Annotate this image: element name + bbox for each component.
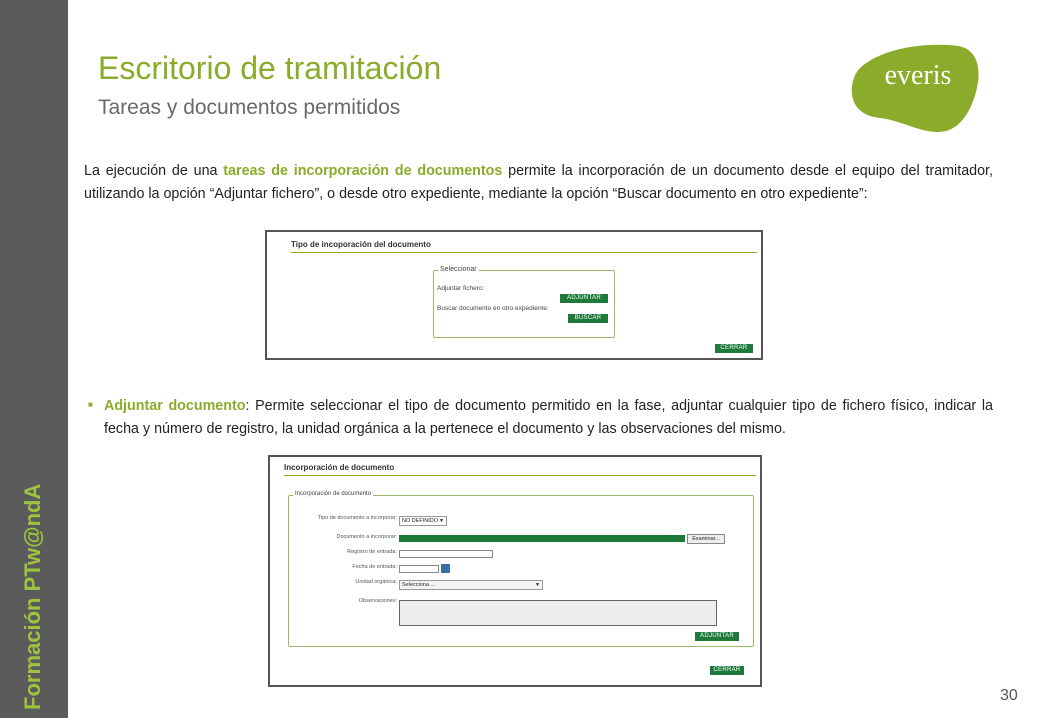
intro-part2: permite la incorporación de un documento desde el equipo del tramitador, utilizando la opción “Adjuntar fichero”, o desde otro expediente, mediante la opción “Buscar documento en otro expediente”: xyxy=(84,163,994,202)
observaciones-textarea[interactable] xyxy=(399,600,717,626)
sidebar xyxy=(0,0,68,718)
tipo-label: Tipo de documento a incorporar: xyxy=(317,515,397,521)
everis-logo xyxy=(848,40,982,136)
seleccionar-legend: Seleccionar xyxy=(440,266,477,273)
logo-text: everis xyxy=(884,60,952,91)
incorporation-type-screenshot xyxy=(265,230,763,360)
buscar-button[interactable]: BUSCAR xyxy=(568,314,608,323)
fecha-label: Fecha de entrada: xyxy=(352,564,397,570)
seleccionar-fieldset xyxy=(433,266,615,338)
sidebar-label: Formación PTw@ndA xyxy=(20,483,45,710)
page-number: 30 xyxy=(1000,687,1018,704)
page-title: Escritorio de tramitación xyxy=(98,50,442,86)
examinar-button[interactable]: Examinar... xyxy=(687,534,725,544)
everis-logo-shape xyxy=(848,40,982,136)
unidad-label: Unidad orgánica: xyxy=(355,579,397,585)
adjuntar-button[interactable]: ADJUNTAR xyxy=(560,294,608,303)
bullet-text: : Permite seleccionar el tipo de documento permitido en la fase, adjuntar cualquier tipo de fichero físico, indicar la fecha y número de registro, la unidad orgánica a la pertenece el documento y las observaciones del mismo. xyxy=(104,398,993,437)
adjuntar-fichero-label: Adjuntar fichero: xyxy=(437,285,485,292)
bullet-paragraph xyxy=(104,395,993,441)
screenshot1-heading: Tipo de incoporación del documento xyxy=(291,240,431,249)
bullet-marker: ■ xyxy=(88,400,93,409)
calendar-icon[interactable] xyxy=(441,564,450,573)
bullet-heading: Adjuntar documento xyxy=(104,398,246,414)
documento-file-input[interactable] xyxy=(399,535,685,542)
intro-paragraph xyxy=(84,160,993,206)
documento-label: Documento a incorporar: xyxy=(336,534,397,540)
tipo-select-value: NO DEFINIDO xyxy=(402,518,439,524)
incorporacion-legend: Incorporación de documento xyxy=(295,491,372,497)
incorporation-form-screenshot xyxy=(268,455,762,687)
unidad-select-value: Selecciona ... xyxy=(402,582,436,588)
incorporacion-fieldset xyxy=(288,491,754,647)
chevron-down-icon: ▼ xyxy=(439,518,444,524)
cerrar-button-2[interactable]: CERRAR xyxy=(710,666,744,675)
page-subtitle: Tareas y documentos permitidos xyxy=(98,96,401,119)
tipo-select[interactable] xyxy=(399,516,447,526)
screenshot1-rule xyxy=(291,252,757,253)
chevron-down-icon: ▼ xyxy=(535,582,540,588)
fecha-input[interactable] xyxy=(399,565,439,573)
unidad-select[interactable] xyxy=(399,580,543,590)
screenshot2-rule xyxy=(284,475,756,476)
intro-part1: La ejecución de una xyxy=(84,163,224,179)
cerrar-button-1[interactable]: CERRAR xyxy=(715,344,753,353)
adjuntar-button-2[interactable]: ADJUNTAR xyxy=(695,632,739,641)
buscar-documento-label: Buscar documento en otro expediente: xyxy=(437,305,549,312)
registro-label: Registro de entrada: xyxy=(347,549,397,555)
registro-input[interactable] xyxy=(399,550,493,558)
observaciones-label: Observaciones: xyxy=(358,598,397,604)
intro-highlight: tareas de incorporación de documentos xyxy=(223,163,503,179)
screenshot2-heading: Incorporación de documento xyxy=(284,463,395,472)
